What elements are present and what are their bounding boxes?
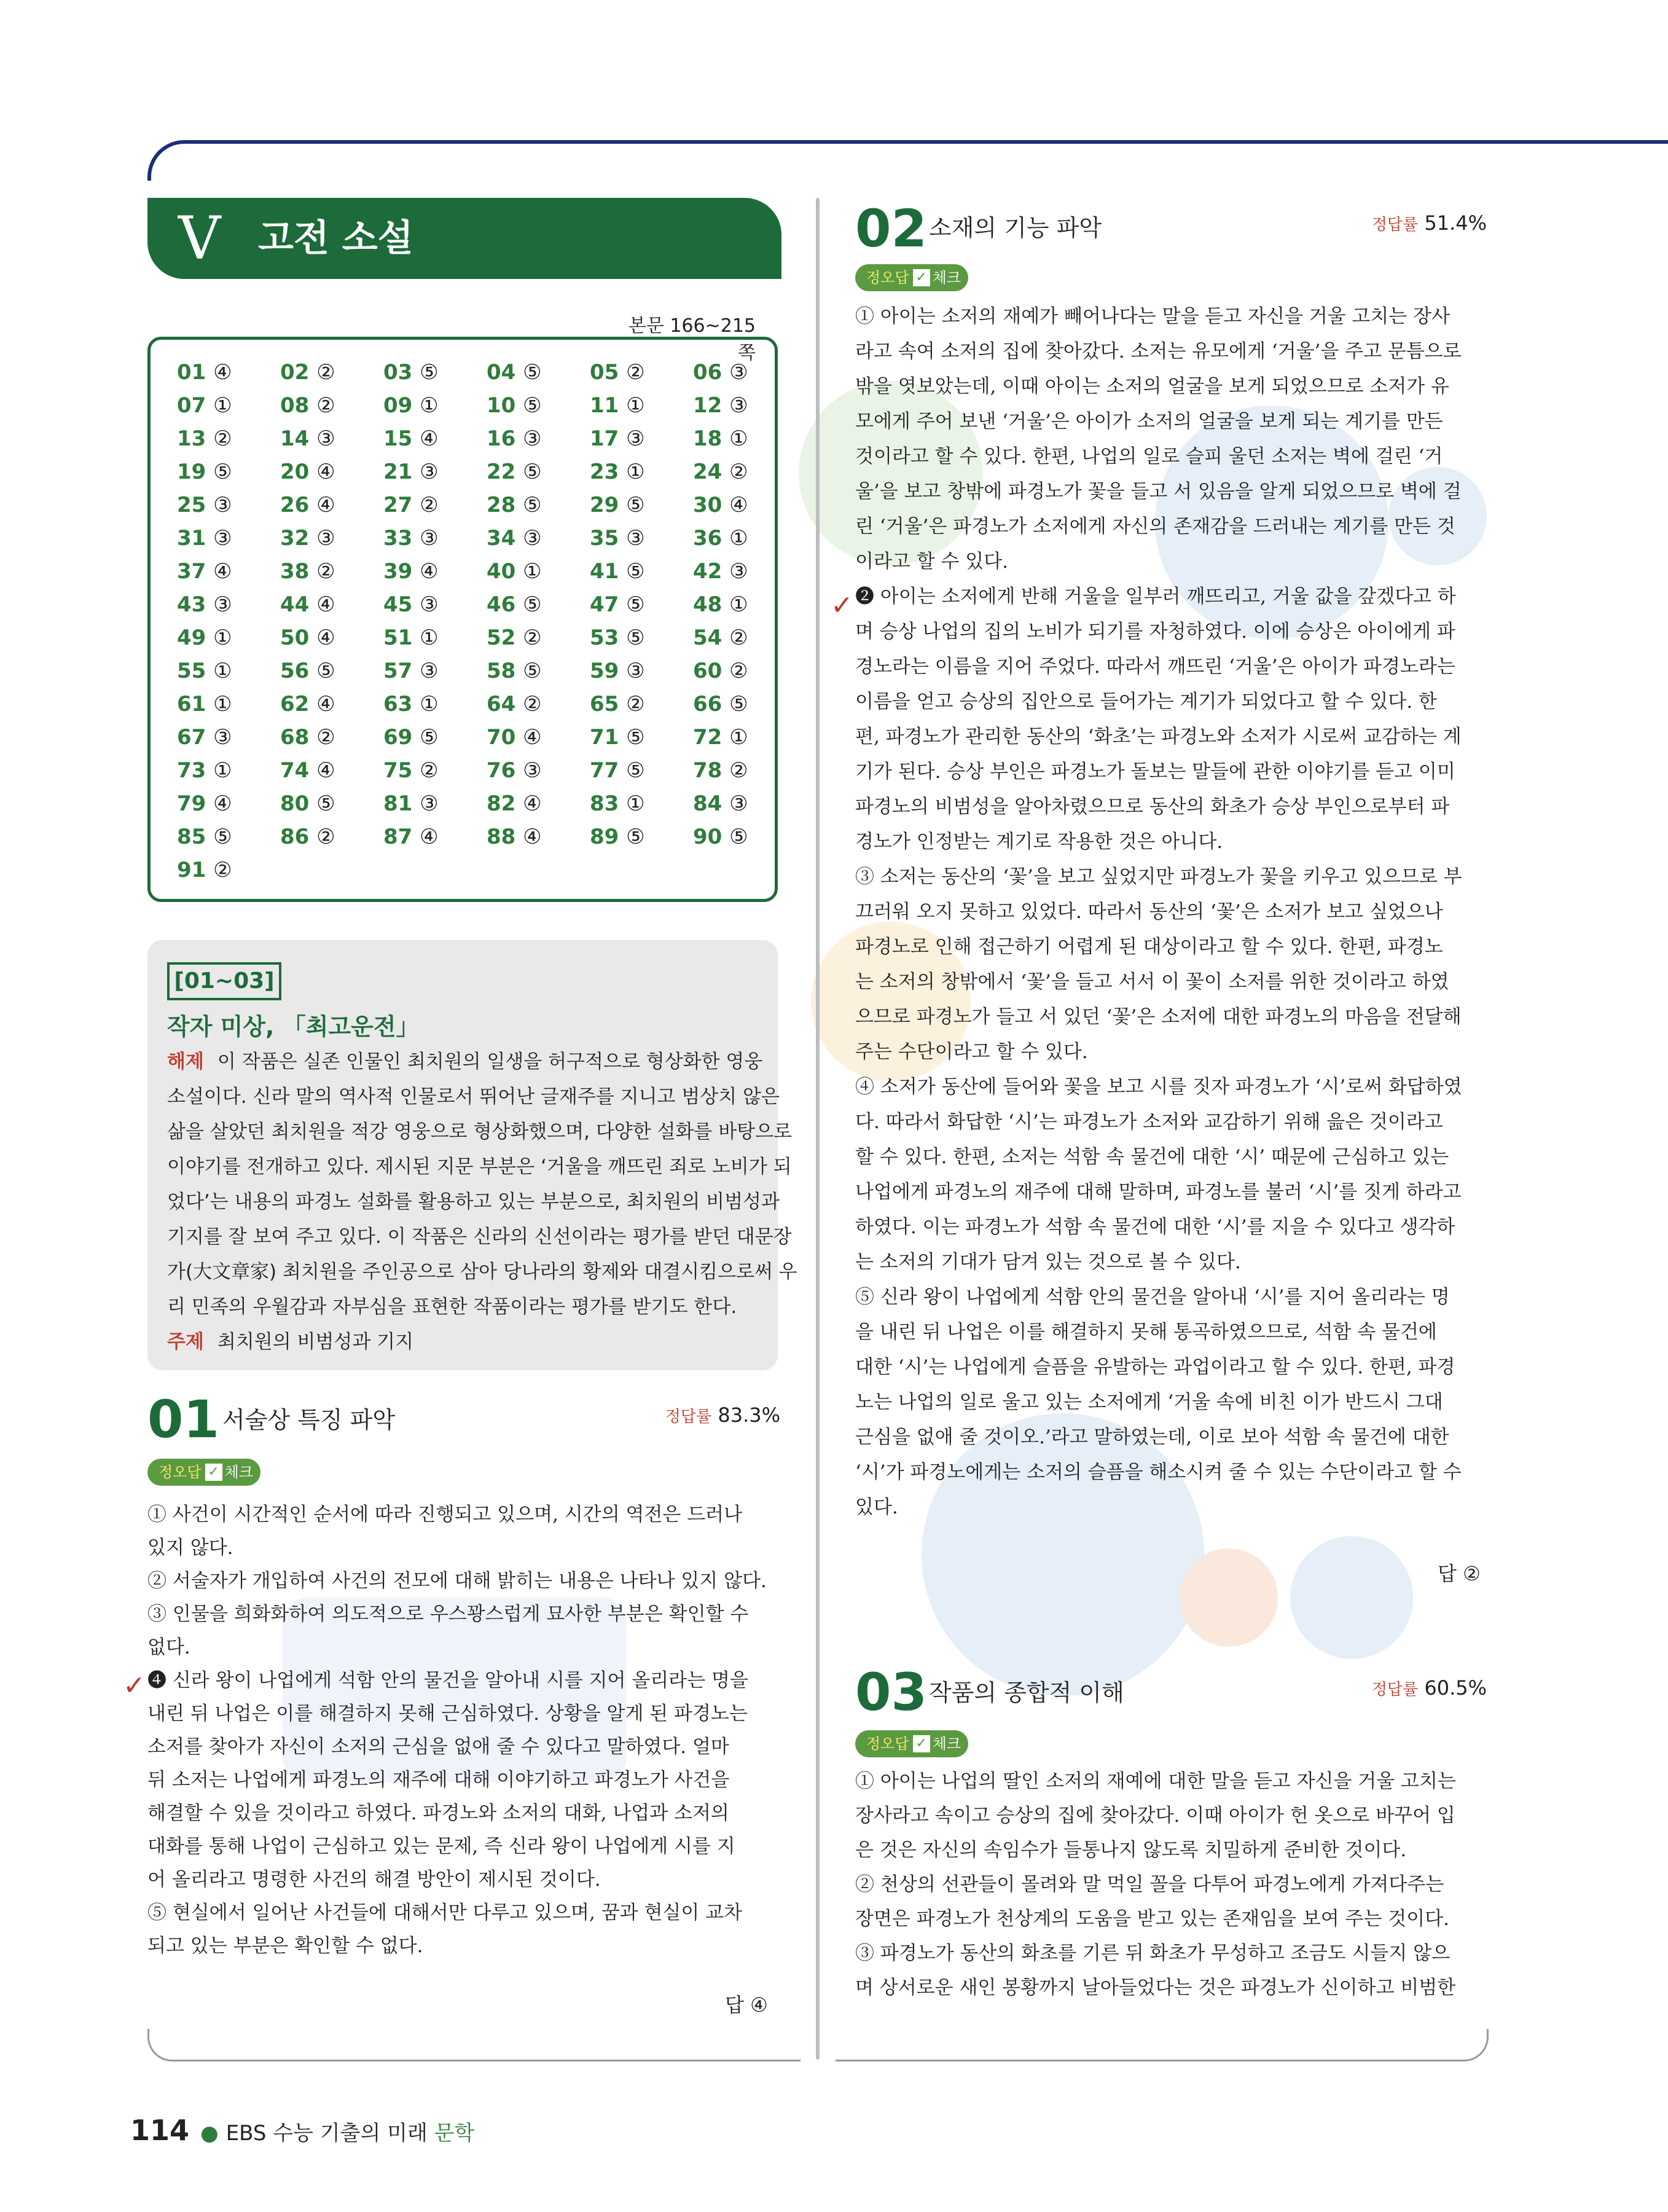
q01-line: ② 서술자가 개입하여 사건의 전모에 대해 밝히는 내용은 나타나 있지 않다. [147,1570,767,1592]
answer-cell: 85 ⑤ [177,825,232,849]
answer-cell: 12 ③ [693,393,748,418]
bottom-rule-left [147,2029,801,2061]
answer-row [177,725,796,757]
summary-line [167,1220,792,1255]
q02-line: 기가 된다. 승상 부인은 파경노가 돌보는 말들에 관한 이야기를 듣고 이미 [855,761,1455,783]
answer-cell: 50 ④ [280,626,335,650]
answer-cell: 41 ⑤ [590,559,645,584]
answer-cell: 72 ① [693,725,748,750]
answer-cell: 45 ③ [383,592,439,617]
answer-cell: 90 ⑤ [693,825,748,849]
answer-cell: 03 ⑤ [383,360,439,385]
summary-line-text: 이 작품은 실존 인물인 최치원의 일생을 허구적으로 형상화한 영웅 [217,1051,763,1073]
summary-subject: 최치원의 비범성과 기지 [217,1331,414,1353]
answer-cell: 51 ① [383,626,439,650]
summary-line-text: 소설이다. 신라 말의 역사적 인물로서 뛰어난 글재주를 지니고 범상치 않은 [167,1086,780,1108]
q03-line: 은 것은 자신의 속임수가 들통나지 않도록 치밀하게 준비한 것이다. [855,1839,1407,1861]
q02-line: 경노라는 이름을 지어 주었다. 따라서 깨뜨린 ‘거울’은 아이가 파경노라는 [855,656,1455,678]
answer-row [177,526,796,558]
answer-cell: 79 ④ [177,791,232,816]
q03-line: 장사라고 속이고 승상의 집에 찾아갔다. 이때 아이가 헌 옷으로 바꾸어 입 [855,1805,1455,1827]
q02-line: ❷ 아이는 소저에게 반해 거울을 일부러 깨뜨리고, 거울 값을 갚겠다고 하 [855,586,1456,608]
summary-line [167,1185,780,1220]
answer-cell: 47 ⑤ [590,592,645,617]
answer-row [177,791,796,823]
answer-cell: 07 ① [177,393,232,418]
book-title: EBS 수능 기출의 미래 [225,2121,428,2146]
answer-row [177,758,796,790]
answer-row [177,559,796,591]
answer-cell: 43 ③ [177,592,232,617]
q03-check-pill: 정오답 ✓ 체크 [855,1730,968,1757]
answer-row [177,426,796,458]
answer-cell: 21 ③ [383,460,439,484]
q01-line: 어 올리라고 명령한 사건의 해결 방안이 제시된 것이다. [147,1869,601,1891]
answer-cell: 54 ② [693,626,748,650]
answer-cell: 75 ② [383,758,439,783]
answer-cell: 16 ③ [487,426,542,451]
q02-check-pill: 정오답 ✓ 체크 [855,264,968,291]
answer-cell: 78 ② [693,758,748,783]
answer-cell: 61 ① [177,692,232,716]
q03-line: ① 아이는 나업의 딸인 소저의 재예에 대한 말을 듣고 자신을 거울 고치는 [855,1770,1456,1792]
q02-line: ⑤ 신라 왕이 나업에게 석함 안의 물건을 알아내 ‘시’를 지어 올리라는 명 [855,1286,1450,1308]
summary-line [167,1150,792,1185]
q02-line: 다. 따라서 화답한 ‘시’는 파경노가 소저와 교감하기 위해 읊은 것이라고 [855,1111,1443,1133]
q01-line: ⑤ 현실에서 일어난 사건들에 대해서만 다루고 있으며, 꿈과 현실이 교차 [147,1902,743,1924]
q02-line: ① 아이는 소저의 재예가 빼어나다는 말을 듣고 자신을 거울 고치는 장사 [855,305,1451,327]
q03-line: ② 천상의 선관들이 몰려와 말 먹일 꼴을 다투어 파경노에게 가져다주는 [855,1873,1444,1896]
page-footer [130,2114,474,2147]
answer-cell: 27 ② [383,493,439,517]
q02-line: 이름을 얻고 승상의 집안으로 들어가는 계기가 되었다고 할 수 있다. 한 [855,691,1437,713]
answer-cell: 30 ④ [693,493,748,517]
answer-cell: 13 ② [177,426,232,451]
summary-theme-label: 해제 [167,1051,204,1073]
answer-cell: 81 ③ [383,791,439,816]
answer-cell: 55 ① [177,659,232,683]
q02-line: 밖을 엿보았는데, 이때 아이는 소저의 얼굴을 보게 되었으므로 소저가 유 [855,375,1449,398]
q03-number: 03 [855,1662,927,1722]
answer-cell: 20 ④ [280,460,335,484]
chapter-number: V [178,204,221,273]
q02-line: 는 소저의 창밖에서 ‘꽃’을 들고 서서 이 꽃이 소저를 위한 것이라고 하였 [855,971,1449,993]
answer-cell: 11 ① [590,393,645,418]
chapter-title: 고전 소설 [258,217,413,260]
q01-line: 뒤 소저는 나업에게 파경노의 재주에 대해 이야기하고 파경노가 사건을 [147,1769,730,1791]
q02-correct-tick-icon: ✓ [831,590,853,621]
answer-cell: 66 ⑤ [693,692,748,716]
answer-cell: 38 ② [280,559,335,584]
q02-line: 는 소저의 기대가 담겨 있는 것으로 볼 수 있다. [855,1251,1241,1273]
answer-row [177,858,280,890]
q03-line: 며 상서로운 새인 봉황까지 날아들었다는 것은 파경노가 신이하고 비범한 [855,1977,1456,1999]
q01-title: 서술상 특징 파악 [222,1406,396,1433]
q02-line: 대한 ‘시’는 나업에게 슬픔을 유발하는 과업이라고 할 수 있다. 한편, 파경 [855,1356,1455,1378]
answer-cell: 62 ④ [280,692,335,716]
q02-line: 근심을 없애 줄 것이오.’라고 말하였는데, 이로 보아 석함 속 물건에 대한 [855,1426,1449,1448]
answer-cell: 88 ④ [487,825,542,849]
q01-line: 없다. [147,1636,190,1658]
answer-row [177,626,796,657]
summary-line [167,1290,763,1325]
summary-line-text: 기지를 잘 보여 주고 있다. 이 작품은 신라의 신선이라는 평가를 받던 대문장 [167,1226,792,1248]
answer-cell: 57 ③ [383,659,439,683]
q02-line: 으므로 파경노가 들고 서 있던 ‘꽃’은 소저에 대한 파경노의 마음을 전달해 [855,1006,1462,1028]
q01-line: 해결할 수 있을 것이라고 하였다. 파경노와 소저의 대화, 나업과 소저의 [147,1802,729,1824]
q02-line: 울’을 보고 창밖에 파경노가 꽃을 들고 서 있음을 알게 되었으므로 벽에 걸 [855,480,1462,503]
q01-line: 되고 있는 부분은 확인할 수 없다. [147,1935,423,1957]
q02-line: 며 승상 나업의 집의 노비가 되기를 자청하였다. 이에 승상은 아이에게 파 [855,621,1455,643]
answer-cell: 77 ⑤ [590,758,645,783]
answer-cell: 67 ③ [177,725,232,750]
answer-cell: 49 ① [177,626,232,650]
answer-cell: 53 ⑤ [590,626,645,650]
answer-cell: 89 ⑤ [590,825,645,849]
q01-line: ❹ 신라 왕이 나업에게 석함 안의 물건을 알아내 시를 지어 올리라는 명을 [147,1669,748,1692]
answer-cell: 33 ③ [383,526,439,551]
q02-line: 린 ‘거울’은 파경노가 소저에게 자신의 존재감을 드러내는 계기를 만든 것 [855,516,1455,538]
q03-line: 장면은 파경노가 천상계의 도움을 받고 있는 존재임을 보여 주는 것이다. [855,1908,1449,1930]
answer-row [177,460,796,492]
q01-line: 대화를 통해 나업이 근심하고 있는 문제, 즉 신라 왕이 나업에게 시를 지 [147,1835,735,1857]
q01-number: 01 [147,1389,219,1449]
column-divider [816,198,820,2060]
answer-cell: 42 ③ [693,559,748,584]
answer-cell: 26 ④ [280,493,335,517]
q02-line: 끄러워 오지 못하고 있었다. 따라서 동산의 ‘꽃’은 소저가 보고 싶었으나 [855,901,1443,923]
answer-cell: 86 ② [280,825,335,849]
summary-subject-label: 주제 [167,1331,204,1353]
q02-line: 파경노로 인해 접근하기 어렵게 된 대상이라고 할 수 있다. 한편, 파경노 [855,936,1443,958]
q02-line: 주는 수단이라고 할 수 있다. [855,1041,1088,1063]
q01-line: ① 사건이 시간적인 순서에 따라 진행되고 있으며, 시간의 역전은 드러나 [147,1504,743,1526]
q03-rate: 정답률 60.5% [1371,1676,1487,1700]
answer-cell: 69 ⑤ [383,725,439,750]
answer-cell: 64 ② [487,692,542,716]
answer-cell: 80 ⑤ [280,791,335,816]
answer-cell: 73 ① [177,758,232,783]
q02-rate: 정답률 51.4% [1371,211,1487,235]
q03-title: 작품의 종합적 이해 [929,1679,1124,1706]
q02-line: ‘시’가 파경노에게는 소저의 슬픔을 해소시켜 줄 수 있는 수단이라고 할 수 [855,1461,1462,1483]
q03-line: ③ 파경노가 동산의 화초를 기른 뒤 화초가 무성하고 조금도 시들지 않으 [855,1942,1451,1964]
answer-cell: 39 ④ [383,559,439,584]
q02-line: 라고 속여 소저의 집에 찾아갔다. 소저는 유모에게 ‘거울’을 주고 문틈으로 [855,340,1462,363]
answer-cell: 63 ① [383,692,439,716]
answer-cell: 87 ④ [383,825,439,849]
answer-cell: 08 ② [280,393,335,418]
summary-line-text: 이야기를 전개하고 있다. 제시된 지문 부분은 ‘거울을 깨뜨린 죄로 노비가 되 [167,1156,792,1178]
summary-line-text: 었다’는 내용의 파경노 설화를 활용하고 있는 부분으로, 최치원의 비범성과 [167,1191,780,1213]
answer-cell: 44 ④ [280,592,335,617]
answer-cell: 58 ⑤ [487,659,542,683]
chapter-banner [147,198,781,279]
answer-cell: 32 ③ [280,526,335,551]
summary-line-text: 가(大文章家) 최치원을 주인공으로 삼아 당나라의 황제와 대결시킴으로써 우 [167,1261,797,1283]
answer-cell: 35 ③ [590,526,645,551]
answer-cell: 37 ④ [177,559,232,584]
answer-cell: 28 ⑤ [487,493,542,517]
answer-cell: 56 ⑤ [280,659,335,683]
q01-correct-tick-icon: ✓ [123,1670,146,1701]
q02-line: 할 수 있다. 한편, 소저는 석함 속 물건에 대한 ‘시’ 때문에 근심하고 있는 [855,1146,1449,1168]
q02-line: 을 내린 뒤 나업은 이를 해결하지 못해 통곡하였으므로, 석함 속 물건에 [855,1321,1437,1343]
summary-line [167,1045,763,1080]
page-number: 114 [130,2114,190,2147]
q02-line: 있다. [855,1496,898,1518]
answer-row [177,493,796,525]
answer-cell: 17 ③ [590,426,645,451]
answer-cell: 31 ③ [177,526,232,551]
answer-cell: 29 ⑤ [590,493,645,517]
answer-cell: 84 ③ [693,791,748,816]
bullet-dot-icon: ● [200,2121,219,2146]
answer-cell: 36 ① [693,526,748,551]
answer-cell: 74 ④ [280,758,335,783]
summary-line [167,1080,780,1115]
answer-cell: 82 ④ [487,791,542,816]
answer-cell: 09 ① [383,393,439,418]
q01-line: 있지 않다. [147,1537,233,1559]
answer-cell: 59 ③ [590,659,645,683]
answer-cell: 46 ⑤ [487,592,542,617]
q02-line: 편, 파경노가 관리한 동산의 ‘화초’는 파경노와 소저가 시로써 교감하는 계 [855,726,1462,748]
answer-cell: 71 ⑤ [590,725,645,750]
q01-check-pill: 정오답 ✓ 체크 [147,1459,260,1486]
page-reference: 본문 166~215쪽 [628,315,756,364]
summary-work-title: 작자 미상, 「최고운전」 [167,1013,420,1040]
answer-row [177,659,796,691]
q02-line: 나업에게 파경노의 재주에 대해 말하며, 파경노를 불러 ‘시’를 짓게 하라고 [855,1181,1462,1203]
answer-cell: 52 ② [487,626,542,650]
answer-cell: 24 ② [693,460,748,484]
summary-line [167,1255,797,1290]
answer-cell: 04 ⑤ [487,360,542,385]
answer-cell: 18 ① [693,426,748,451]
answer-cell: 48 ① [693,592,748,617]
answer-cell: 05 ② [590,360,645,385]
book-subject: 문학 [434,2121,475,2146]
q02-line: 경노가 인정받는 계기로 작용한 것은 아니다. [855,831,1223,853]
q01-line: 내린 뒤 나업은 이를 해결하지 못해 근심하였다. 상황을 알게 된 파경노는 [147,1703,748,1725]
q02-title: 소재의 기능 파악 [929,214,1102,241]
summary-subject-line [167,1325,763,1360]
answer-cell: 25 ③ [177,493,232,517]
answer-cell: 40 ① [487,559,542,584]
q02-line: 것이라고 할 수 있다. 한편, 나업의 일로 슬피 울던 소저는 벽에 걸린 ‘거 [855,445,1443,468]
answer-cell: 02 ② [280,360,335,385]
answer-row [177,393,796,425]
q02-line: 노는 나업의 일로 울고 있는 소저에게 ‘거울 속에 비친 이가 반드시 그대 [855,1391,1443,1413]
q02-line: 이라고 할 수 있다. [855,551,1009,573]
answer-cell: 19 ⑤ [177,460,232,484]
answer-cell: 01 ④ [177,360,232,385]
q01-answer: 답 ④ [725,1993,768,2017]
answer-cell: 68 ② [280,725,335,750]
bottom-rule-right [836,2029,1489,2061]
q02-line: ③ 소저는 동산의 ‘꽃’을 보고 싶었지만 파경노가 꽃을 키우고 있으므로 부 [855,866,1462,888]
answer-cell: 70 ④ [487,725,542,750]
q02-line: 파경노의 비범성을 알아차렸으므로 동산의 화초가 승상 부인으로부터 파 [855,796,1450,818]
summary-line-text: 삶을 살았던 최치원을 적강 영웅으로 형상화했으며, 다양한 설화를 바탕으로 [167,1121,793,1143]
answer-row [177,592,796,624]
summary-tag: [01~03] [167,962,281,1000]
answer-cell: 10 ⑤ [487,393,542,418]
answer-cell: 22 ⑤ [487,460,542,484]
q01-rate: 정답률 83.3% [665,1403,780,1427]
answer-cell: 60 ② [693,659,748,683]
q02-number: 02 [855,198,927,259]
answer-cell: 14 ③ [280,426,335,451]
answer-cell: 34 ③ [487,526,542,551]
answer-row [177,692,796,724]
header-rule [147,140,1668,181]
summary-line [167,1115,793,1150]
q01-line: ③ 인물을 희화화하여 의도적으로 우스꽝스럽게 묘사한 부분은 확인할 수 [147,1603,749,1625]
q01-line: 소저를 찾아가 자신이 소저의 근심을 없애 줄 수 있다고 말하였다. 얼마 [147,1736,729,1758]
answer-row [177,360,796,392]
answer-cell: 91 ② [177,858,232,882]
q02-answer: 답 ② [1438,1562,1481,1585]
answer-cell: 15 ④ [383,426,439,451]
answer-cell: 76 ③ [487,758,542,783]
answer-cell: 06 ③ [693,360,748,385]
answer-row [177,825,796,857]
q02-line: 하였다. 이는 파경노가 석함 속 물건에 대한 ‘시’를 지을 수 있다고 생각하 [855,1216,1455,1238]
answer-cell: 65 ② [590,692,645,716]
summary-line-text: 리 민족의 우월감과 자부심을 표현한 작품이라는 평가를 받기도 한다. [167,1296,737,1318]
answer-cell: 23 ① [590,460,645,484]
answer-cell: 83 ① [590,791,645,816]
q02-line: 모에게 주어 보낸 ‘거울’은 아이가 소저의 얼굴을 보게 되는 계기를 만든 [855,410,1443,433]
q02-line: ④ 소저가 동산에 들어와 꽃을 보고 시를 짓자 파경노가 ‘시’로써 화답하였 [855,1076,1462,1098]
